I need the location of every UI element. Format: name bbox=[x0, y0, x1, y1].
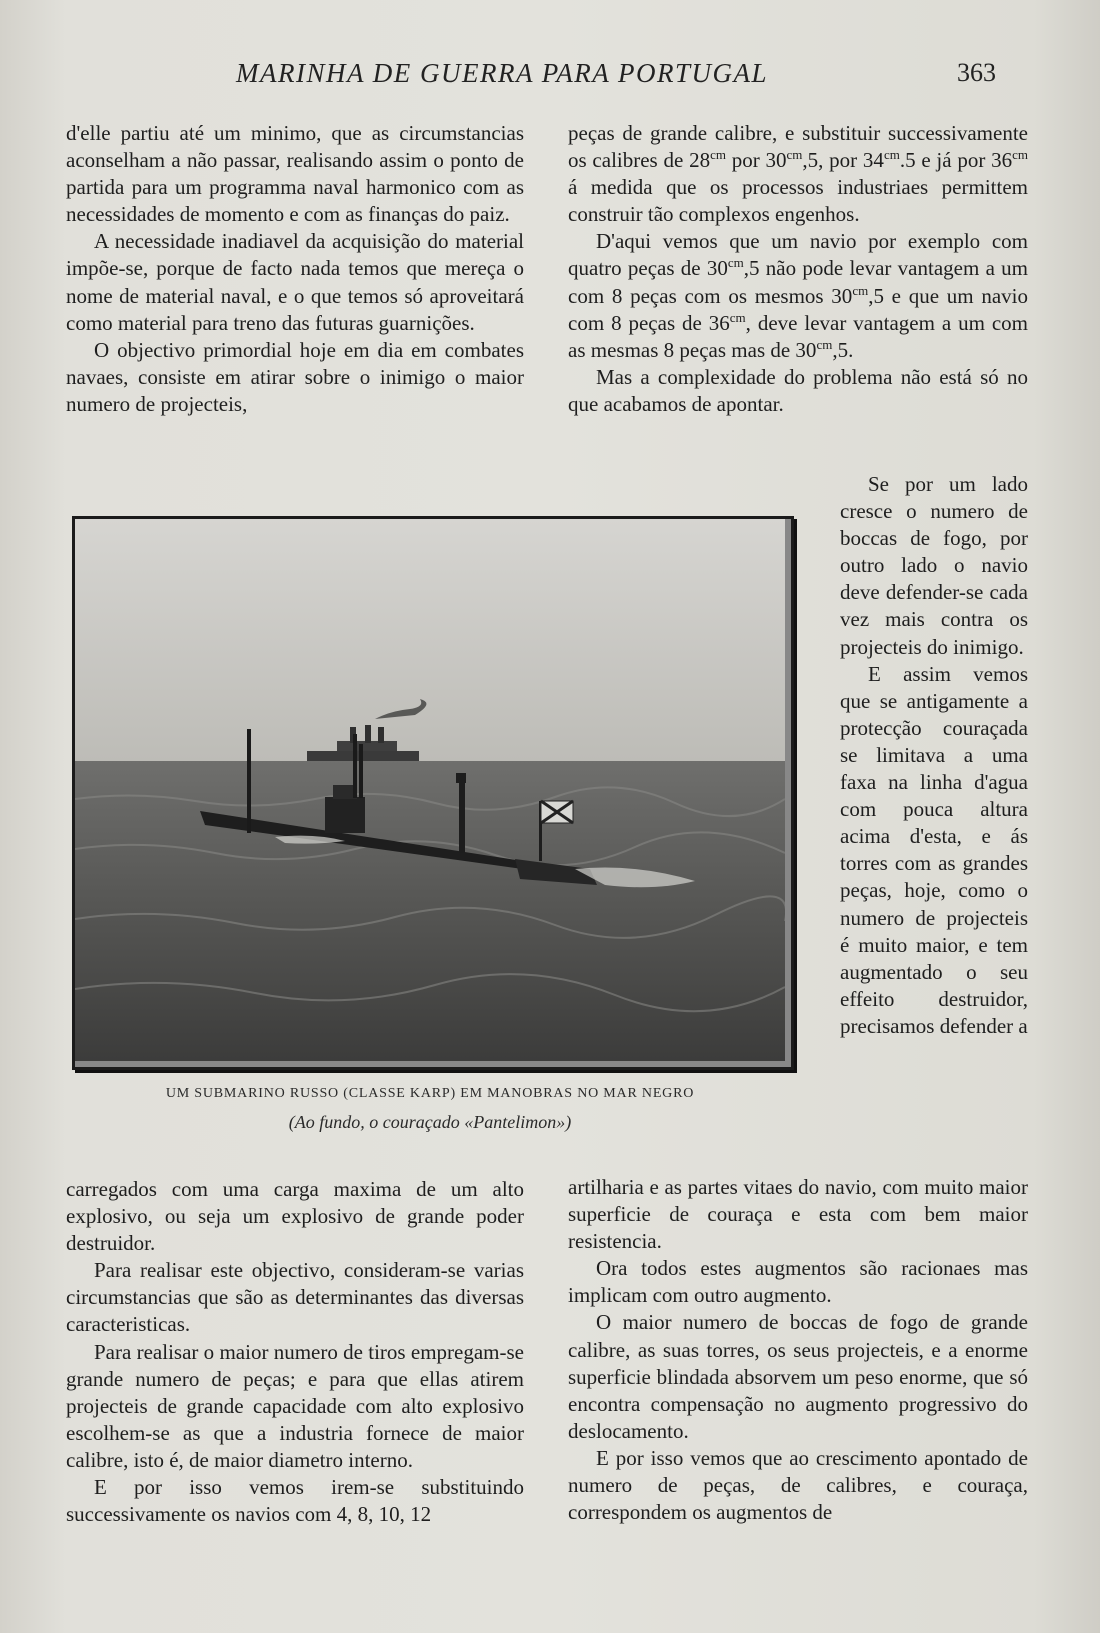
left-column-bottom bbox=[66, 1176, 524, 1528]
paragraph: O objectivo primordial hoje em dia em combates navaes, consiste em atirar sobre o inimigo o maior numero de projecteis, bbox=[66, 337, 524, 416]
paragraph: carregados com uma carga maxima de um alto explosivo, ou seja um explosivo de grande poder destruidor. bbox=[66, 1177, 524, 1256]
sky bbox=[75, 519, 785, 761]
paragraph: artilharia e as partes vitaes do navio, com muito maior superficie de couraça e esta com bem maior resistencia. bbox=[568, 1175, 1028, 1254]
page-number: 363 bbox=[957, 58, 996, 87]
left-column-top bbox=[66, 120, 524, 418]
figure-caption: UM SUBMARINO RUSSO (CLASSE KARP) EM MANOBRAS NO MAR NEGRO bbox=[165, 1086, 695, 1101]
paragraph: D'aqui vemos que um navio por exemplo com quatro peças de $30^{cm},5$ não pode levar vantagem a um com 8 peças com os mesmos $30^{cm},5$ e que um navio com 8 peças de $36^{cm}$, deve levar vantagem a um com as mesmas 8 peças mas de $30^{cm},5$. bbox=[568, 229, 1028, 362]
photo-illustration bbox=[75, 519, 785, 1061]
paragraph: Mas a complexidade do problema não está só no que acabamos de apontar. bbox=[568, 364, 1028, 416]
paragraph: O maior numero de boccas de fogo de grande calibre, as suas torres, os seus projecteis, e a enorme superficie blindada absorvem um peso enorme, que só encontra compensação no augmento progressivo do deslocamento. bbox=[568, 1310, 1028, 1443]
right-column-top bbox=[568, 120, 1028, 418]
submarine-photograph bbox=[72, 516, 794, 1070]
paragraph: A necessidade inadiavel da acquisição do material impõe-se, porque de facto nada temos que mereça o nome de material naval, e o que temos só aproveitará como material para treno das futuras guarnições. bbox=[66, 229, 524, 335]
paragraph: Para realisar o maior numero de tiros empregam-se grande numero de peças; e para que ellas atirem projecteis de grande capacidade com alto explosivo escolhem-se as que a industria fornece de maior calibre, isto é, de maior diametro interno. bbox=[66, 1339, 524, 1472]
paragraph: peças de grande calibre, e substituir successivamente os calibres de $28^{cm}$ por $30^{cm},5$, por $34^{cm}.5$ e já por $36^{cm}$ á medida que os processos industriaes permittem construir tão complexos engenhos. bbox=[568, 121, 1028, 227]
paragraph: E por isso vemos irem-se substituindo successivamente os navios com 4, 8, 10, 12 bbox=[66, 1475, 524, 1527]
sea bbox=[75, 761, 785, 1061]
right-column-bottom bbox=[568, 1174, 1028, 1526]
running-title: MARINHA DE GUERRA PARA PORTUGAL bbox=[236, 58, 768, 88]
right-column-narrow bbox=[840, 471, 1028, 1040]
figure-subcaption: (Ao fundo, o couraçado «Pantelimon») bbox=[288, 1112, 572, 1132]
paragraph: Se por um lado cresce o numero de boccas de fogo, por outro lado o navio deve defender-se cada vez mais contra os projecteis do inimigo. bbox=[840, 472, 1028, 659]
paragraph: E por isso vemos que ao crescimento apontado de numero de peças, de calibres, e couraça, correspondem os augmentos de bbox=[568, 1445, 1028, 1525]
paragraph: Para realisar este objectivo, consideram-se varias circumstancias que são as determinantes das diversas caracteristicas. bbox=[66, 1258, 524, 1337]
paragraph: Ora todos estes augmentos são racionaes mas implicam com outro augmento. bbox=[568, 1256, 1028, 1308]
running-head bbox=[0, 58, 1100, 98]
paragraph: E assim vemos que se antigamente a protecção couraçada se limitava a uma faxa na linha d'agua com pouca altura acima d'esta, e ás torres com as grandes peças, hoje, como o numero de projecteis é muito maior, e tem augmentado o seu effeito destruidor, precisamos defender a bbox=[840, 661, 1028, 1038]
paragraph: d'elle partiu até um minimo, que as circumstancias aconselham a não passar, realisando assim o ponto de partida para um programma naval harmonico com as necessidades de momento e com as finanças do paiz. bbox=[66, 121, 524, 227]
